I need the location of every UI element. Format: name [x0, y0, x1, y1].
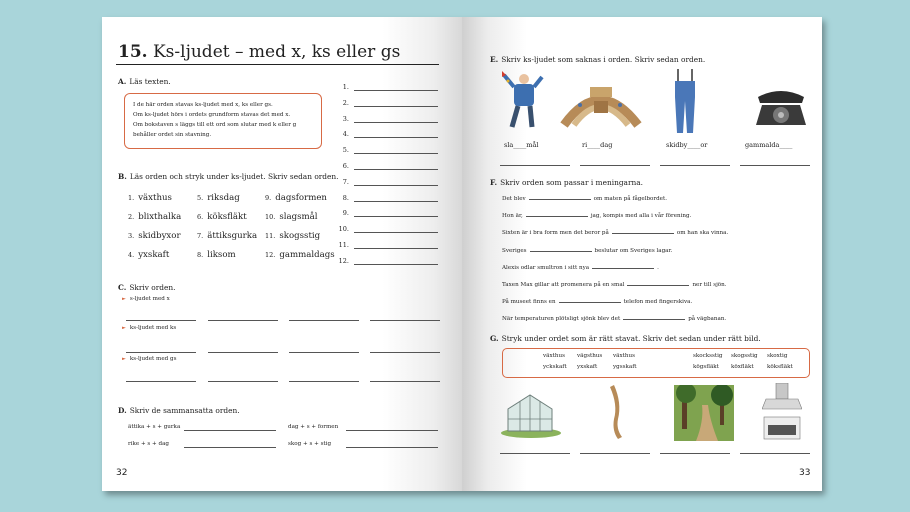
answer-number: 5. — [342, 146, 349, 155]
page-title: 15. Ks-ljudet – med x, ks eller gs — [118, 42, 401, 62]
sentence-end: beslutar om Sveriges lagar. — [594, 247, 673, 254]
fill-in-sentence — [502, 230, 728, 236]
missing-letters-word: gammalda____ — [745, 141, 793, 149]
sentence-blank[interactable] — [526, 216, 588, 217]
word-text: gammaldags — [279, 250, 335, 260]
word-item — [265, 193, 327, 203]
sentence-blank[interactable] — [623, 319, 685, 320]
answer-line[interactable] — [370, 352, 440, 353]
word-number: 8. — [197, 251, 204, 259]
answer-line[interactable] — [184, 430, 276, 431]
answer-line[interactable] — [500, 453, 570, 454]
answer-line[interactable] — [500, 165, 570, 166]
page-number: 32 — [116, 468, 128, 478]
answer-number: 6. — [342, 162, 349, 170]
answer-number: 11. — [338, 241, 349, 249]
axe-handle-picture — [604, 385, 626, 441]
compound-prompt: skog + s + stig — [288, 441, 332, 447]
word-text: växthus — [138, 193, 172, 203]
word-text: skidbyxor — [138, 231, 181, 241]
section-a-heading: A. Läs texten. — [118, 77, 171, 86]
compound-prompt: ättika + s + gurka — [128, 424, 181, 430]
word-text: skogsstig — [279, 231, 321, 241]
word-text: köksfläkt — [207, 212, 247, 222]
answer-line[interactable] — [354, 232, 438, 233]
word-text: blixthalka — [138, 212, 182, 222]
word-number: 3. — [128, 232, 135, 240]
sentence-start: Taxen Max gillar att promenera på en smal — [502, 282, 625, 288]
answer-line[interactable] — [126, 320, 196, 321]
word-item — [197, 231, 257, 241]
bullet-arrow-icon: ► — [122, 296, 126, 302]
missing-letters-word: sla____mål — [504, 141, 539, 149]
answer-line[interactable] — [354, 169, 438, 170]
answer-line[interactable] — [354, 216, 438, 217]
word-number: 2. — [128, 213, 135, 221]
sentence-blank[interactable] — [530, 251, 592, 252]
spelling-option[interactable]: köxfläkt — [731, 364, 754, 370]
parliament-picture — [560, 75, 642, 133]
word-text: slagsmål — [279, 212, 318, 222]
section-c-item: ► s-ljudet med x — [122, 296, 170, 302]
word-number: 6. — [197, 213, 204, 221]
spelling-option[interactable]: yxskaft — [577, 364, 598, 370]
compound-prompt: rike + s + dag — [128, 441, 170, 447]
word-text: riksdag — [207, 193, 240, 203]
answer-line[interactable] — [208, 381, 278, 382]
spelling-option[interactable]: skoxtig — [767, 353, 788, 359]
sentence-blank[interactable] — [529, 199, 591, 200]
answer-line[interactable] — [580, 453, 650, 454]
section-g-heading: G. Stryk under ordet som är rätt stavat. Skriv det sedan under rätt bild. — [490, 334, 761, 343]
sentence-blank[interactable] — [627, 285, 689, 286]
spelling-option[interactable]: köksfläkt — [767, 364, 793, 370]
word-number: 1. — [128, 194, 135, 202]
sentence-end: jag, kompis med alla i vår förening. — [590, 213, 692, 220]
answer-line[interactable] — [289, 352, 359, 353]
word-number: 4. — [128, 251, 135, 259]
word-item — [128, 212, 181, 222]
word-number: 11. — [265, 232, 276, 240]
spelling-option[interactable]: kögsfläkt — [693, 364, 719, 370]
answer-line[interactable] — [184, 447, 276, 448]
answer-number: 4. — [342, 130, 349, 139]
textbox-line: Om bokstaven s läggs till ett ord som slutar med k eller g — [133, 122, 297, 128]
left-page — [102, 17, 462, 491]
fill-in-sentence — [502, 282, 727, 288]
forest-path-picture — [674, 385, 734, 441]
section-a-textbox — [124, 93, 322, 149]
bullet-arrow-icon: ► — [122, 325, 126, 331]
missing-letters-word: ri____dag — [582, 141, 613, 149]
sentence-start: Sveriges — [502, 247, 527, 254]
word-item — [265, 231, 320, 241]
word-number: 7. — [197, 232, 204, 240]
word-item — [197, 212, 247, 222]
answer-line[interactable] — [354, 201, 438, 202]
answer-number: 7. — [342, 177, 349, 186]
word-item — [265, 250, 335, 260]
word-text: yxskaft — [138, 250, 170, 260]
textbox-line: behåller ordet sin stavning. — [133, 132, 212, 138]
answer-line[interactable] — [354, 185, 438, 186]
sentence-end: telefon med fingerskiva. — [623, 299, 693, 306]
answer-number: 2. — [342, 98, 349, 107]
goalkeeper-picture — [500, 69, 544, 135]
workbook-spread — [102, 17, 822, 491]
answer-line[interactable] — [660, 165, 730, 166]
section-b-heading: B. Läs orden och stryk under ks-ljudet. Skriv sedan orden. — [118, 172, 339, 181]
page-number: 33 — [799, 468, 811, 478]
sentence-blank[interactable] — [559, 302, 621, 303]
spelling-option[interactable]: yckskaft — [543, 364, 567, 370]
answer-line[interactable] — [208, 352, 278, 353]
fill-in-sentence — [502, 213, 691, 219]
word-item — [128, 250, 169, 260]
answer-line[interactable] — [289, 381, 359, 382]
section-d-heading: D. Skriv de sammansatta orden. — [118, 406, 240, 415]
ski-pants-picture — [671, 69, 699, 135]
spelling-option[interactable]: växthus — [613, 353, 635, 359]
section-e-heading: E. Skriv ks-ljudet som saknas i orden. Skriv sedan orden. — [490, 55, 706, 64]
fill-in-sentence — [502, 248, 672, 254]
answer-line[interactable] — [126, 352, 196, 353]
sentence-end: ner till sjön. — [692, 282, 727, 288]
sentence-start: Det blev — [502, 196, 526, 202]
sentence-end: om han ska vinna. — [676, 230, 729, 237]
answer-line[interactable] — [580, 165, 650, 166]
answer-line[interactable] — [740, 165, 810, 166]
sentence-start: Sixten är i bra form men det beror på — [502, 230, 609, 237]
word-number: 9. — [265, 194, 272, 202]
compound-prompt: dag + s + formen — [288, 424, 339, 430]
answer-line[interactable] — [354, 264, 438, 265]
answer-line[interactable] — [354, 122, 438, 123]
word-item — [128, 193, 172, 203]
answer-line[interactable] — [370, 320, 440, 321]
section-c-heading: C. Skriv orden. — [118, 283, 176, 292]
sentence-blank[interactable] — [612, 233, 674, 234]
spelling-option[interactable]: växthus — [543, 353, 565, 359]
word-text: dagsformen — [275, 193, 327, 203]
sentence-end: på vägbanan. — [688, 316, 727, 323]
section-c-item: ► ks-ljudet med gs — [122, 356, 177, 362]
answer-number: 1. — [342, 83, 349, 91]
sentence-end: om maten på fågelbordet. — [593, 196, 668, 202]
answer-line[interactable] — [208, 320, 278, 321]
sentence-start: Alexis odlar smultron i sitt nya — [502, 264, 590, 271]
greenhouse-picture — [500, 387, 562, 439]
sentence-blank[interactable] — [592, 268, 654, 269]
answer-number: 9. — [342, 209, 349, 218]
sentence-start: På museet finns en — [502, 299, 556, 306]
word-text: liksom — [207, 250, 236, 260]
section-c-item: ► ks-ljudet med ks — [122, 325, 177, 331]
answer-line[interactable] — [346, 447, 438, 448]
answer-line[interactable] — [354, 153, 438, 154]
fill-in-sentence — [502, 299, 692, 305]
sentence-start: När temperaturen plötsligt sjönk blev det — [502, 316, 621, 323]
answer-line[interactable] — [660, 453, 730, 454]
answer-number: 3. — [342, 114, 349, 123]
word-number: 10. — [265, 213, 276, 221]
textbox-line: Om ks-ljudet hörs i ordets grundform stavas det med x. — [133, 112, 291, 118]
spelling-option[interactable]: vägsthus — [577, 353, 603, 359]
right-page — [462, 17, 822, 491]
word-number: 12. — [265, 251, 276, 259]
answer-line[interactable] — [289, 320, 359, 321]
spelling-option[interactable]: skogsstig — [731, 353, 758, 359]
answer-line[interactable] — [126, 381, 196, 382]
missing-letters-word: skidby____or — [666, 141, 708, 149]
word-number: 5. — [197, 194, 204, 202]
bullet-arrow-icon: ► — [122, 356, 126, 362]
word-item — [197, 250, 236, 260]
old-telephone-picture — [752, 87, 810, 129]
answer-line[interactable] — [346, 430, 438, 431]
word-item — [128, 231, 181, 241]
fill-in-sentence — [502, 196, 667, 202]
section-g-word-box — [502, 348, 810, 378]
answer-line[interactable] — [740, 453, 810, 454]
answer-line[interactable] — [354, 248, 438, 249]
spelling-option[interactable]: skocksstig — [693, 353, 723, 359]
answer-line[interactable] — [354, 90, 438, 91]
sentence-start: Hon är, — [502, 213, 523, 220]
title-divider — [116, 64, 439, 65]
answer-line[interactable] — [354, 106, 438, 107]
section-f-heading: F. Skriv orden som passar i meningarna. — [490, 178, 644, 187]
textbox-line: I de här orden stavas ks-ljudet med x, ks eller gs. — [133, 102, 273, 108]
answer-number: 12. — [338, 256, 349, 265]
answer-line[interactable] — [370, 381, 440, 382]
spelling-option[interactable]: ygsskaft — [613, 364, 637, 370]
answer-line[interactable] — [354, 137, 438, 138]
fill-in-sentence — [502, 316, 726, 322]
word-text: ättiksgurka — [207, 231, 258, 241]
word-item — [197, 193, 240, 203]
answer-number: 10. — [338, 225, 349, 234]
kitchen-fan-picture — [762, 383, 802, 441]
sentence-end: . — [657, 264, 659, 271]
answer-number: 8. — [342, 193, 349, 202]
fill-in-sentence — [502, 265, 659, 271]
word-item — [265, 212, 318, 222]
